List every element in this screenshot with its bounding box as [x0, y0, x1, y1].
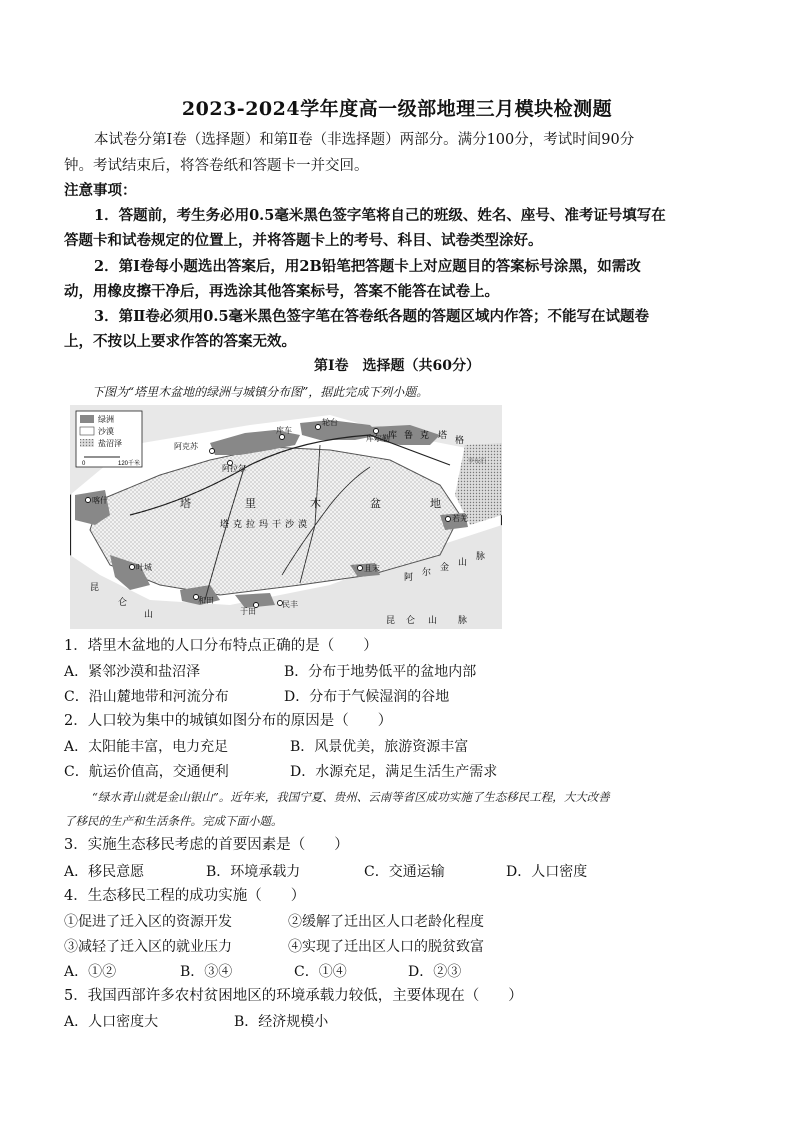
- q5-option-b[interactable]: B．经济规模小: [234, 1014, 329, 1030]
- q1-option-c[interactable]: C．沿山麓地带和河流分布: [64, 689, 229, 705]
- city-korla: 库尔勒: [366, 434, 390, 443]
- svg-text:格: 格: [455, 435, 465, 445]
- scale-zero: 0: [82, 461, 86, 467]
- q5-stem: 5．我国西部许多农村贫困地区的环境承载力较低，主要体现在（ ）: [64, 988, 523, 1004]
- note-line-3: 2．第Ⅰ卷每小题选出答案后，用2B铅笔把答题卡上对应题目的答案标号涂黑，如需改: [94, 258, 641, 275]
- q3-option-a[interactable]: A．移民意愿: [64, 864, 145, 880]
- q3-stem: 3．实施生态移民考虑的首要因素是（ ）: [64, 837, 349, 853]
- q2-option-d[interactable]: D．水源充足，满足生活生产需求: [290, 764, 498, 780]
- q1-option-b[interactable]: B．分布于地势低平的盆地内部: [284, 664, 477, 680]
- q3-option-d[interactable]: D．人口密度: [506, 864, 588, 880]
- svg-text:盆: 盆: [370, 498, 381, 510]
- svg-text:脉: 脉: [458, 615, 468, 625]
- q4-item-1: ①促进了迁入区的资源开发: [64, 914, 232, 930]
- svg-text:昆: 昆: [90, 582, 100, 592]
- city-qiemo: 且末: [364, 564, 380, 573]
- legend-label-salt: 盐沼泽: [98, 439, 122, 448]
- q4-option-b[interactable]: B．③④: [180, 964, 233, 980]
- q2-option-b[interactable]: B．风景优美，旅游资源丰富: [290, 739, 469, 755]
- legend-label-desert: 沙漠: [98, 427, 114, 436]
- q1-option-d[interactable]: D．分布于气候湿润的谷地: [284, 689, 450, 705]
- svg-text:尔: 尔: [422, 567, 432, 577]
- svg-text:塔: 塔: [180, 498, 191, 510]
- city-hotan: 和田: [198, 596, 214, 605]
- q4-option-a[interactable]: A．①②: [64, 964, 117, 980]
- note-line-5: 3．第Ⅱ卷必须用0.5毫米黑色签字笔在答卷纸各题的答题区域内作答；不能写在试题卷: [94, 308, 650, 325]
- note-line-2: 答题卡和试卷规定的位置上，并将答题卡上的考号、科目、试卷类型涂好。: [64, 232, 543, 249]
- q1-stem: 1．塔里木盆地的人口分布特点正确的是（ ）: [64, 638, 378, 654]
- map-intro: 下图为“塔里木盆地的绿洲与城镇分布图”，据此完成下列小题。: [92, 385, 429, 399]
- intro-line-1: 本试卷分第Ⅰ卷（选择题）和第Ⅱ卷（非选择题）两部分。满分100分，考试时间90分: [94, 132, 635, 148]
- intro-line-2: 钟。考试结束后，将答卷纸和答题卡一并交回。: [64, 158, 369, 174]
- svg-text:阿: 阿: [404, 572, 414, 582]
- svg-text:地: 地: [430, 498, 441, 510]
- svg-text:库: 库: [388, 430, 398, 440]
- svg-text:昆: 昆: [386, 615, 396, 625]
- q4-item-2: ②缓解了迁出区人口老龄化程度: [288, 914, 484, 930]
- svg-text:脉: 脉: [476, 551, 486, 561]
- city-kashgar: 喀什: [92, 496, 108, 505]
- q4-option-c[interactable]: C．①④: [294, 964, 347, 980]
- q4-stem: 4．生态移民工程的成功实施（ ）: [64, 888, 306, 904]
- city-aksu: 阿克苏: [174, 442, 198, 451]
- city-lopnur: 罗布泊: [468, 459, 487, 465]
- svg-text:山: 山: [458, 557, 468, 567]
- legend-label-oasis: 绿洲: [98, 415, 114, 424]
- q2-option-a[interactable]: A．太阳能丰富，电力充足: [64, 739, 229, 755]
- svg-text:金: 金: [440, 562, 450, 572]
- city-yecheng: 叶城: [136, 563, 152, 572]
- note-line-6: 上，不按以上要求作答的答案无效。: [64, 333, 296, 350]
- q3-option-c[interactable]: C．交通运输: [364, 864, 445, 880]
- passage2-line-1: “绿水青山就是金山银山”。近年来，我国宁夏、贵州、云南等省区成功实施了生态移民工程，大大改善: [92, 790, 610, 804]
- desert-label: 塔克拉玛干沙漠: [220, 519, 312, 529]
- note-line-4: 动，用橡皮擦干净后，再选涂其他答案标号，答案不能答在试卷上。: [64, 283, 499, 300]
- legend-swatch-desert: [80, 427, 94, 435]
- city-luntai: 轮台: [322, 418, 338, 427]
- q3-option-b[interactable]: B．环境承载力: [206, 864, 301, 880]
- svg-text:克: 克: [420, 430, 430, 440]
- q4-item-3: ③减轻了迁入区的就业压力: [64, 939, 232, 955]
- svg-text:仑: 仑: [118, 597, 128, 607]
- legend-swatch-salt: [80, 439, 94, 447]
- svg-text:鲁: 鲁: [404, 430, 414, 440]
- q2-stem: 2．人口较为集中的城镇如图分布的原因是（ ）: [64, 713, 393, 729]
- svg-text:里: 里: [245, 498, 256, 510]
- city-alar: 阿拉尔: [222, 464, 246, 473]
- city-ruoqiang: 若羌: [452, 514, 468, 523]
- q4-item-4: ④实现了迁出区人口的脱贫致富: [288, 939, 484, 955]
- q1-option-a[interactable]: A．紧邻沙漠和盐沼泽: [64, 664, 201, 680]
- passage2-line-2: 了移民的生产和生活条件。完成下面小题。: [64, 814, 283, 828]
- notes-heading: 注意事项：: [64, 182, 137, 199]
- scale-label: 120千米: [118, 461, 141, 467]
- svg-text:塔: 塔: [438, 430, 448, 440]
- q5-option-a[interactable]: A．人口密度大: [64, 1014, 159, 1030]
- svg-text:山: 山: [144, 609, 154, 619]
- section-title: 第Ⅰ卷 选择题（共60分）: [313, 358, 481, 374]
- city-yutian: 于田: [240, 607, 256, 616]
- svg-text:木: 木: [310, 498, 321, 510]
- svg-text:山: 山: [428, 615, 438, 625]
- city-kuqa: 库车: [276, 426, 292, 435]
- legend-swatch-oasis: [80, 415, 94, 423]
- tarim-basin-map: [70, 405, 502, 629]
- svg-text:仑: 仑: [406, 615, 416, 625]
- note-line-1: 1．答题前，考生务必用0.5毫米黑色签字笔将自己的班级、姓名、座号、准考证号填写在: [94, 207, 666, 224]
- q2-option-c[interactable]: C．航运价值高，交通便利: [64, 764, 229, 780]
- q4-option-d[interactable]: D．②③: [408, 964, 462, 980]
- page-title: 2023-2024学年度高一级部地理三月模块检测题: [181, 98, 613, 120]
- city-minfeng: 民丰: [282, 600, 298, 609]
